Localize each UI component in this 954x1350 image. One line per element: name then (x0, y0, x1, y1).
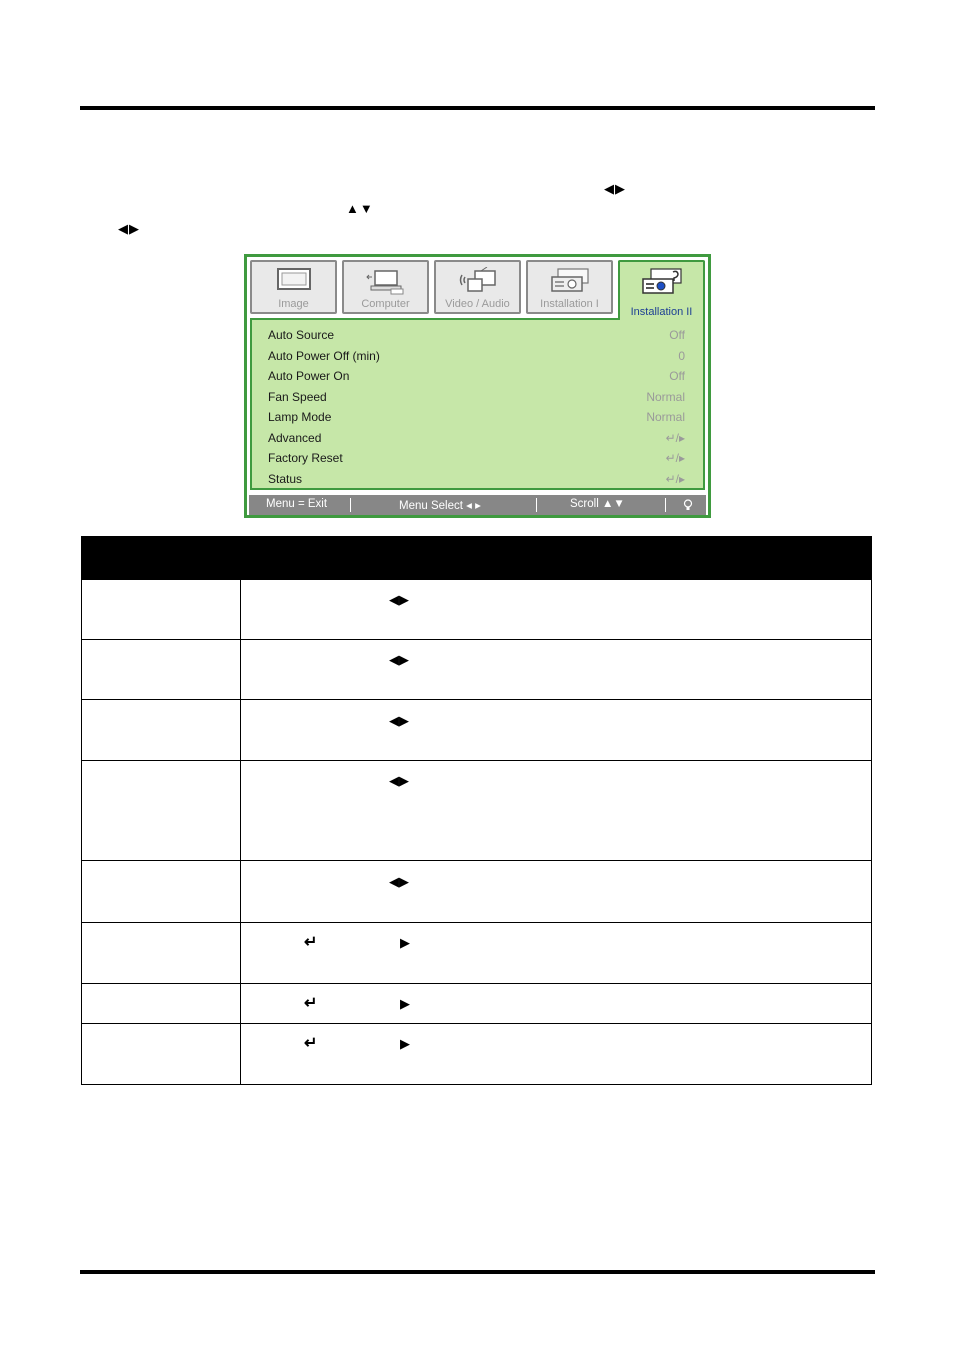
menu-item-label: Lamp Mode (268, 410, 332, 424)
table-row-glyph: ◀▶ (389, 713, 409, 728)
menu-item-label: Factory Reset (268, 451, 343, 465)
menu-item-value: Off (669, 369, 685, 383)
image-icon (276, 267, 312, 293)
menu-item-label: Status (268, 471, 303, 486)
osd-menu-screenshot (244, 254, 711, 518)
menu-item-label: Advanced (268, 430, 322, 445)
menu-item-value: ↵/▸ (665, 451, 685, 465)
tab-installation-1[interactable] (526, 260, 613, 314)
menu-item-auto-power-on[interactable] (268, 369, 685, 387)
bottom-rule (80, 1270, 875, 1274)
tab-installation-2-label: Installation II (630, 306, 693, 318)
computer-icon (365, 267, 407, 295)
menu-item-value: ↵/▸ (665, 471, 685, 486)
osd-inner (247, 257, 708, 515)
tab-video-audio-label: Video / Audio (445, 298, 510, 310)
menu-item-auto-source[interactable] (268, 328, 685, 346)
tab-image-label: Image (278, 298, 309, 310)
installation-1-icon (548, 267, 592, 295)
tab-installation-2[interactable] (618, 260, 705, 320)
ud-arrows-glyph: ▲▼ (346, 201, 374, 216)
row-divider (82, 639, 871, 640)
menu-item-status[interactable] (268, 472, 685, 490)
video-audio-icon (457, 267, 499, 295)
row-divider (82, 860, 871, 861)
enter-icon: ↵ (304, 934, 318, 951)
footer-exit-hint: Menu = Exit (266, 498, 328, 510)
menu-item-advanced[interactable] (268, 431, 685, 449)
row-divider (82, 699, 871, 700)
lightbulb-icon (683, 499, 693, 511)
settings-table (81, 580, 872, 1085)
footer-separator (536, 498, 537, 512)
menu-item-value: ↵/▸ (665, 430, 685, 445)
installation-2-icon (639, 267, 685, 297)
top-rule (80, 106, 875, 110)
osd-footer (249, 495, 706, 515)
table-row-glyph: ◀▶ (389, 652, 409, 667)
footer-select-hint: Menu Select ◂ ▸ (399, 500, 481, 512)
tab-image[interactable] (250, 260, 337, 314)
menu-item-auto-power-off[interactable] (268, 349, 685, 367)
table-row-glyph: ◀▶ (389, 773, 409, 788)
table-header (81, 536, 872, 580)
tab-video-audio[interactable] (434, 260, 521, 314)
menu-item-label: Auto Power On (268, 369, 350, 383)
tab-installation-1-label: Installation I (540, 298, 599, 310)
footer-separator (665, 498, 666, 512)
row-divider (82, 1023, 871, 1024)
row-divider (82, 983, 871, 984)
tab-computer-label: Computer (361, 298, 410, 310)
column-divider (240, 580, 241, 1084)
menu-item-lamp-mode[interactable] (268, 410, 685, 428)
menu-item-label: Fan Speed (268, 389, 327, 404)
menu-item-value: Off (669, 328, 685, 342)
table-row-glyph: ◀▶ (389, 874, 409, 889)
menu-item-fan-speed[interactable] (268, 390, 685, 408)
menu-item-value: 0 (678, 348, 685, 363)
right-arrow-icon: ▶ (400, 935, 410, 950)
footer-separator (350, 498, 351, 512)
menu-item-label: Auto Source (268, 328, 335, 342)
right-arrow-icon: ▶ (400, 996, 410, 1011)
row-divider (82, 922, 871, 923)
menu-item-value: Normal (646, 389, 685, 404)
menu-item-factory-reset[interactable] (268, 451, 685, 469)
table-row-glyph: ◀▶ (389, 592, 409, 607)
footer-scroll-hint: Scroll ▲▼ (570, 498, 625, 510)
row-divider (82, 760, 871, 761)
lr-arrows-glyph-2: ◀▶ (118, 221, 140, 236)
enter-icon: ↵ (304, 1035, 318, 1052)
lr-arrows-glyph: ◀▶ (604, 181, 626, 196)
right-arrow-icon: ▶ (400, 1036, 410, 1051)
menu-item-value: Normal (646, 410, 685, 424)
tab-computer[interactable] (342, 260, 429, 314)
settings-panel (250, 318, 705, 490)
enter-icon: ↵ (304, 995, 318, 1012)
menu-item-label: Auto Power Off (min) (268, 348, 380, 363)
